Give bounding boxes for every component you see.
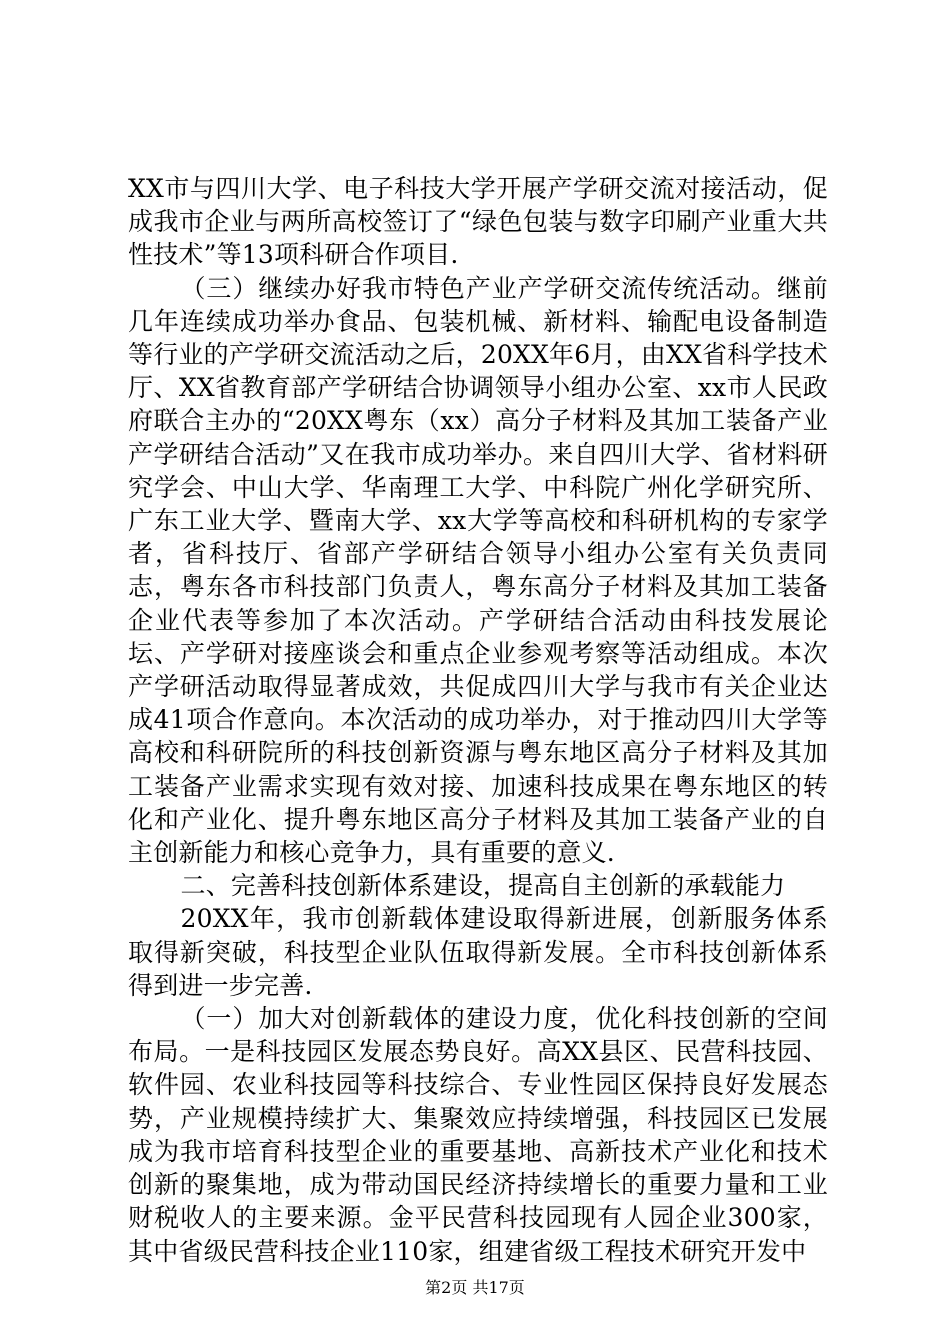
paragraph-1: XX市与四川大学、电子科技大学开展产学研交流对接活动，促成我市企业与两所高校签订了“绿色包装与数字印刷产业重大共性技术”等13项科研合作项目.	[128, 174, 828, 270]
page-number: 第2页 共17页	[425, 1278, 525, 1297]
document-body	[128, 172, 828, 1268]
section-heading: 二、完善科技创新体系建设，提高自主创新的承载能力	[180, 871, 786, 901]
page-footer	[0, 1278, 950, 1298]
paragraph-3: 20XX年，我市创新载体建设取得新进展，创新服务体系取得新突破，科技型企业队伍取得新发展。全市科技创新体系得到进一步完善.	[128, 904, 828, 1000]
paragraph-4: （一）加大对创新载体的建设力度，优化科技创新的空间布局。一是科技园区发展态势良好。高XX县区、民营科技园、软件园、农业科技园等科技综合、专业性园区保持良好发展态势，产业规模持续扩大、集聚效应持续增强，科技园区已发展成为我市培育科技型企业的重要基地、高新技术产业化和技术创新的聚集地，成为带动国民经济持续增长的重要力量和工业财税收人的主要来源。金平民营科技园现有人园企业300家，其中省级民营科技企业110家，组建省级工程技术研究开发中	[128, 1004, 828, 1266]
paragraph-2: （三）继续办好我市特色产业产学研交流传统活动。继前几年连续成功举办食品、包装机械、新材料、输配电设备制造等行业的产学研交流活动之后，20XX年6月，由XX省科学技术厅、XX省教育部产学研结合协调领导小组办公室、xx市人民政府联合主办的“20XX粤东（xx）高分子材料及其加工装备产业产学研结合活动”又在我市成功举办。来自四川大学、省材料研究学会、中山大学、华南理工大学、中科院广州化学研究所、广东工业大学、暨南大学、xx大学等高校和科研机构的专家学者，省科技厅、省部产学研结合领导小组办公室有关负责同志，粤东各市科技部门负责人，粤东高分子材料及其加工装备企业代表等参加了本次活动。产学研结合活动由科技发展论坛、产学研对接座谈会和重点企业参观考察等活动组成。本次产学研活动取得显著成效，共促成四川大学与我市有关企业达成41项合作意向。本次活动的成功举办，对于推动四川大学等高校和科研院所的科技创新资源与粤东地区高分子材料及其加工装备产业需求实现有效对接、加速科技成果在粤东地区的转化和产业化、提升粤东地区高分子材料及其加工装备产业的自主创新能力和核心竞争力，具有重要的意义.	[128, 273, 828, 868]
